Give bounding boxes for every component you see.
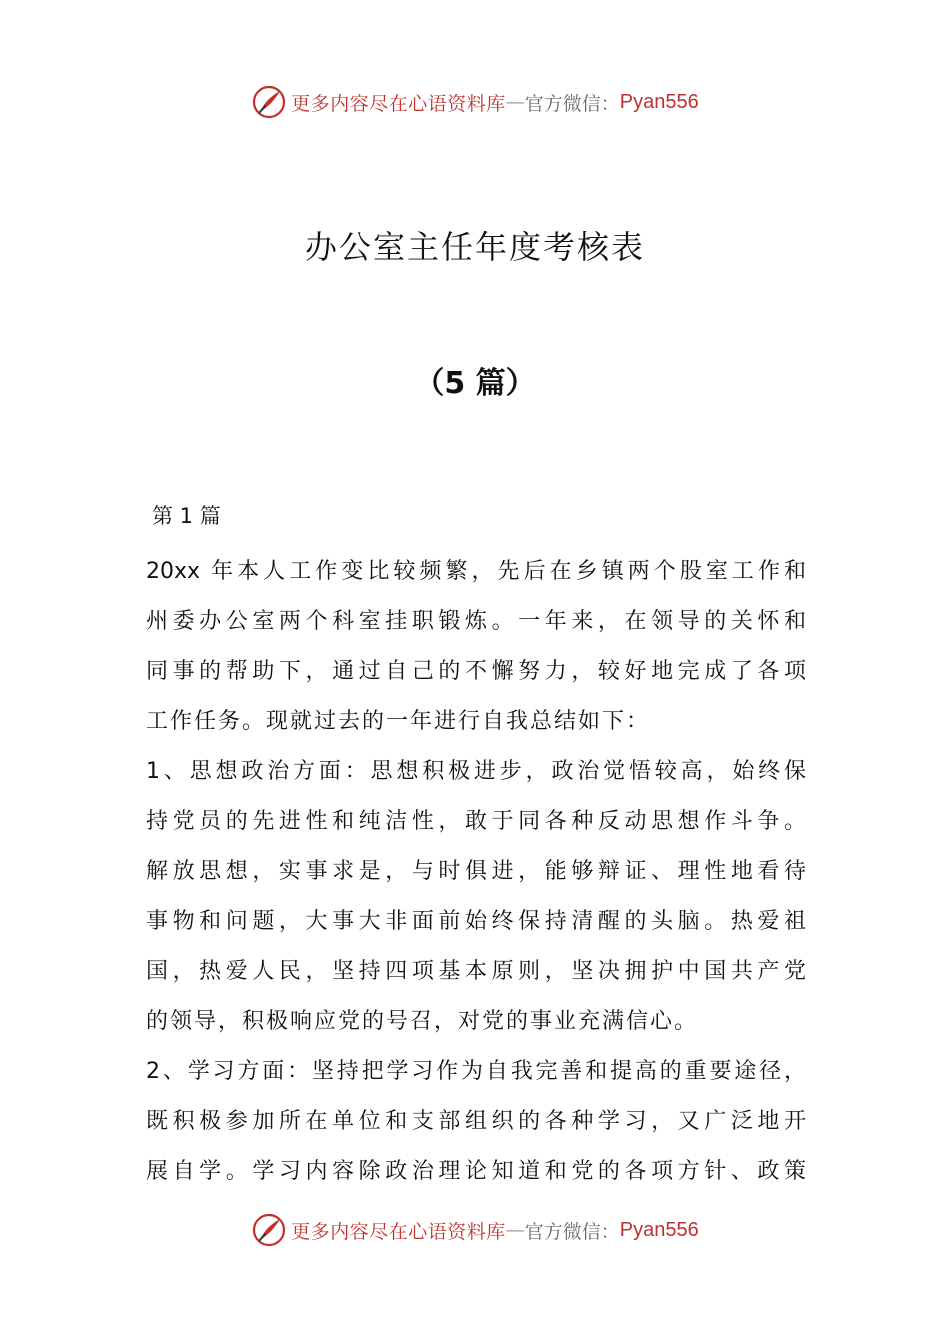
footer-watermark	[0, 1208, 950, 1252]
document-title: 办公室主任年度考核表	[304, 228, 645, 266]
watermark-separator: —	[505, 91, 525, 113]
watermark-contact-id: Pyan556	[619, 90, 699, 113]
text-line: 既积极参加所在单位和支部组织的各种学习，又广泛地开	[146, 1109, 806, 1134]
text-line: 持党员的先进性和纯洁性，敢于同各种反动思想作斗争。	[146, 809, 806, 834]
document-body	[146, 497, 806, 1197]
watermark-contact-label: 官方微信：	[524, 1220, 620, 1243]
watermark-separator: —	[505, 1219, 525, 1241]
text-line: 展自学。学习内容除政治理论知道和党的各项方针、政策	[146, 1159, 806, 1184]
watermark-site-name: 更多内容尽在心语资料库	[291, 92, 506, 115]
text-line: 国，热爱人民，坚持四项基本原则，坚决拥护中国共产党	[146, 959, 806, 984]
watermark-contact-id: Pyan556	[619, 1218, 699, 1241]
text-line: 1、思想政治方面：思想积极进步，政治觉悟较高，始终保	[146, 759, 806, 784]
text-line: 20xx 年本人工作变比较频繁，先后在乡镇两个股室工作和	[146, 559, 806, 584]
document-subtitle: （5 篇）	[414, 366, 536, 401]
text-line: 的领导，积极响应党的号召，对党的事业充满信心。	[146, 1009, 699, 1034]
quill-logo-icon	[251, 1212, 287, 1248]
text-line: 解放思想，实事求是，与时俱进，能够辩证、理性地看待	[146, 859, 806, 884]
quill-logo-icon	[251, 84, 287, 120]
text-line: 2、学习方面：坚持把学习作为自我完善和提高的重要途径，	[146, 1059, 806, 1084]
text-line: 事物和问题，大事大非面前始终保持清醒的头脑。热爱祖	[146, 909, 806, 934]
watermark-site-name: 更多内容尽在心语资料库	[291, 1220, 506, 1243]
header-watermark	[0, 80, 950, 124]
text-line: 工作任务。现就过去的一年进行自我总结如下：	[146, 709, 651, 734]
section-label: 第 1 篇	[152, 504, 221, 528]
text-line: 同事的帮助下，通过自己的不懈努力，较好地完成了各项	[146, 659, 806, 684]
paragraph-study	[146, 1047, 806, 1197]
paragraph-intro	[146, 547, 806, 747]
paragraph-political	[146, 747, 806, 1047]
watermark-contact-label: 官方微信：	[524, 92, 620, 115]
text-line: 州委办公室两个科室挂职锻炼。一年来，在领导的关怀和	[146, 609, 806, 634]
